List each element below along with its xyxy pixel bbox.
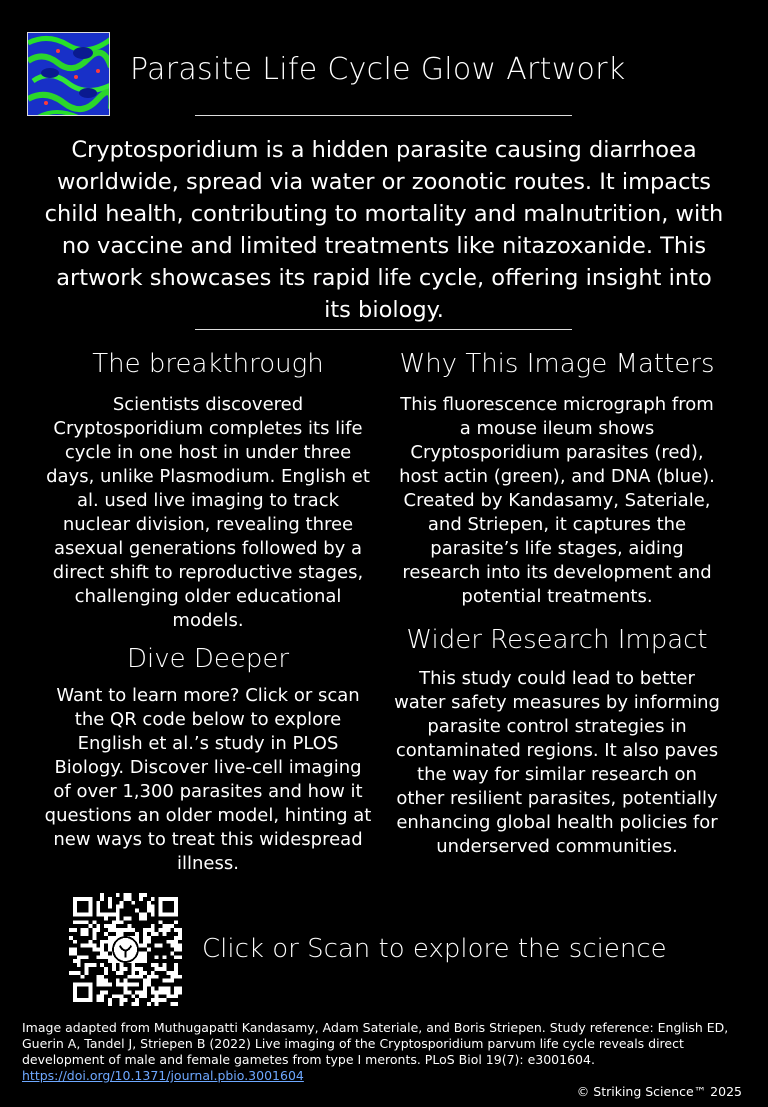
section-heading: Wider Research Impact: [406, 625, 708, 655]
section-dive-deeper: [44, 642, 372, 876]
section-why-matters: [392, 347, 722, 609]
doi-link[interactable]: https://doi.org/10.1371/journal.pbio.3001604: [22, 1068, 304, 1083]
fluorescence-micrograph-thumbnail: [27, 32, 110, 116]
section-body: Scientists discovered Cryptosporidium completes its life cycle in one host in under three days, unlike Plasmodium. English et al. used live imaging to track nuclear division, revealing three asexual generations followed by a direct shift to reproductive stages, challenging older educational models.: [46, 394, 370, 631]
section-body: This fluorescence micrograph from a mouse ileum shows Cryptosporidium parasites (red), host actin (green), and DNA (blue). Created by Kandasamy, Sateriale, and Striepen, it captures the parasite’s life stages, aiding research into its development and potential treatments.: [399, 394, 715, 607]
section-heading: Why This Image Matters: [399, 349, 715, 379]
image-credit: [22, 1020, 742, 1084]
page-title: Parasite Life Cycle Glow Artwork: [130, 52, 626, 87]
section-wider-impact: [392, 623, 722, 859]
copyright-notice: © Striking Science™ 2025: [576, 1084, 742, 1099]
section-body: Want to learn more? Click or scan the QR code below to explore English et al.’s study in PLOS Biology. Discover live-cell imaging of over 1,300 parasites and how it questions an older model, hinting at new ways to treat this widespread illness.: [44, 685, 372, 874]
section-breakthrough: [44, 347, 372, 633]
qr-code-icon[interactable]: [69, 893, 182, 1006]
credit-text: Image adapted from Muthugapatti Kandasamy, Adam Sateriale, and Boris Striepen. Study reference: English ED, Guerin A, Tandel J, Striepen B (2022) Live imaging of the Cryptosporidium parvum life cycle reveals direct development of male and female gametes from type I meronts. PLoS Biol 19(7): e3001604.: [22, 1020, 729, 1067]
intro-paragraph: Cryptosporidium is a hidden parasite causing diarrhoea worldwide, spread via water or zoonotic routes. It impacts child health, contributing to mortality and malnutrition, with no vaccine and limited treatments like nitazoxanide. This artwork showcases its rapid life cycle, offering insight into its biology.: [44, 137, 724, 323]
section-body: This study could lead to better water safety measures by informing parasite control strategies in contaminated regions. It also paves the way for similar research on other resilient parasites, potentially enhancing global health policies for underserved communities.: [394, 668, 720, 857]
section-heading: The breakthrough: [92, 349, 324, 379]
section-heading: Dive Deeper: [126, 644, 290, 674]
divider-top: [195, 115, 572, 116]
qr-call-to-action[interactable]: Click or Scan to explore the science: [202, 934, 667, 964]
divider-middle: [195, 329, 572, 330]
